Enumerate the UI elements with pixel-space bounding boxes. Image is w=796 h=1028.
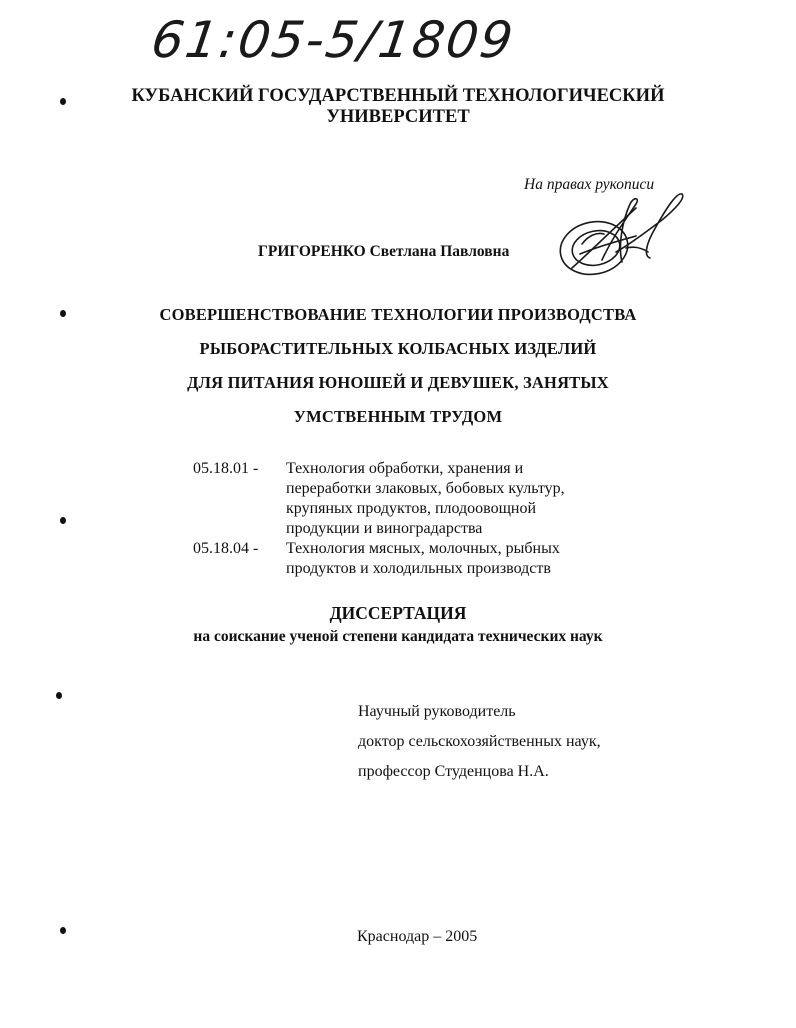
dissertation-title bbox=[0, 298, 796, 434]
specialty-line: продуктов и холодильных производств bbox=[286, 560, 551, 577]
specialty-description bbox=[286, 539, 606, 579]
margin-dot bbox=[60, 927, 66, 934]
specialty-line: продукции и виноградарства bbox=[286, 520, 483, 537]
supervisor-line-1: Научный руководитель bbox=[358, 703, 516, 720]
specialty-line: Технология обработки, хранения и bbox=[286, 460, 524, 477]
signature-icon bbox=[552, 190, 692, 290]
specialty-item bbox=[193, 539, 606, 579]
document-type: ДИССЕРТАЦИЯ bbox=[329, 603, 467, 623]
specialty-line: крупяных продуктов, плодоовощной bbox=[286, 500, 537, 517]
city-year: Краснодар – 2005 bbox=[357, 928, 478, 945]
title-line-4: УМСТВЕННЫМ ТРУДОМ bbox=[293, 407, 503, 426]
rights-note: На правах рукописи bbox=[524, 176, 655, 193]
specialty-item bbox=[193, 459, 606, 539]
degree-statement: на соискание ученой степени кандидата технических наук bbox=[193, 628, 603, 645]
title-line-2: РЫБОРАСТИТЕЛЬНЫХ КОЛБАСНЫХ ИЗДЕЛИЙ bbox=[199, 339, 597, 358]
supervisor-block bbox=[358, 697, 601, 787]
title-line-3: ДЛЯ ПИТАНИЯ ЮНОШЕЙ И ДЕВУШЕК, ЗАНЯТЫХ bbox=[187, 373, 609, 392]
supervisor-line-3: профессор Студенцова Н.А. bbox=[358, 763, 549, 780]
specialty-line: переработки злаковых, бобовых культур, bbox=[286, 480, 565, 497]
specialty-description bbox=[286, 459, 606, 539]
margin-dot bbox=[60, 517, 66, 524]
title-line-1: СОВЕРШЕНСТВОВАНИЕ ТЕХНОЛОГИИ ПРОИЗВОДСТВА bbox=[159, 305, 637, 324]
supervisor-line-2: доктор сельскохозяйственных наук, bbox=[358, 733, 601, 750]
specialty-code: 05.18.04 - bbox=[193, 540, 259, 557]
institution-line-2: УНИВЕРСИТЕТ bbox=[326, 107, 470, 127]
author-name: ГРИГОРЕНКО Светлана Павловна bbox=[258, 243, 510, 260]
institution-name bbox=[0, 86, 796, 128]
institution-line-1: КУБАНСКИЙ ГОСУДАРСТВЕННЫЙ ТЕХНОЛОГИЧЕСКИЙ bbox=[131, 86, 665, 106]
archive-number: 61:05-5/1809 bbox=[147, 11, 519, 69]
specialties-list bbox=[193, 459, 606, 579]
margin-dot bbox=[56, 692, 62, 699]
specialty-line: Технология мясных, молочных, рыбных bbox=[286, 540, 560, 557]
specialty-code: 05.18.01 - bbox=[193, 460, 259, 477]
